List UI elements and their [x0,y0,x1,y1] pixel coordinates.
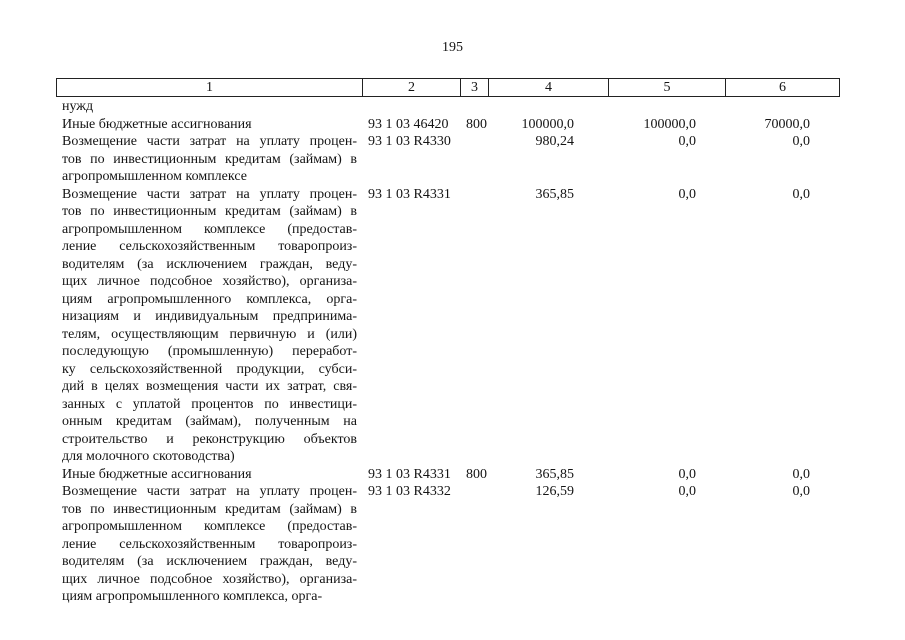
table-body [62,98,842,606]
continuation-text: нужд [62,99,94,114]
description-line: для молочного скотоводства) [62,449,235,464]
table-row [62,186,842,466]
amount-col6: 0,0 [792,466,810,482]
description-line: агропромышленном комплексе [62,169,247,184]
target-article-code: 93 1 03 R4330 [368,134,451,149]
description-line: занных с уплатой процентов по инвестици- [62,396,357,412]
description-line: водителям (за исключением граждан, веду- [62,256,357,272]
description-line: последующую (промышленную) переработ- [62,344,357,359]
description-line: онным кредитам (займам), полученным на [62,414,357,429]
col-header-3: 3 [461,79,489,96]
description-line: агропромышленном комплексе (предостав- [62,519,357,534]
description-line: тов по инвестиционным кредитам (займам) в [62,204,357,219]
description-line: тов по инвестиционным кредитам (займам) в [62,151,357,167]
description-line: Возмещение части затрат на уплату процен- [62,134,357,149]
expense-type-code: 800 [466,466,487,482]
amount-col5: 0,0 [678,484,696,499]
target-article-code: 93 1 03 R4331 [368,186,451,202]
amount-col6: 0,0 [792,134,810,149]
description-line: низациям и индивидуальным предпринима- [62,309,357,324]
description-line: Иные бюджетные ассигнования [62,466,252,482]
amount-col4: 126,59 [535,484,574,499]
amount-col4: 365,85 [535,186,574,202]
description-line: водителям (за исключением граждан, веду- [62,554,357,569]
col-header-4: 4 [489,79,609,96]
table-row [62,466,842,484]
description-line: ку сельскохозяйственной продукции, субси- [62,361,357,377]
row-description [62,483,357,606]
description-line: Возмещение части затрат на уплату процен- [62,186,357,202]
description-line: ление сельскохозяйственным товаропроиз- [62,536,357,552]
row-description [62,466,357,484]
amount-col4: 100000,0 [521,116,574,132]
description-line: дий в целях возмещения части их затрат, свя- [62,379,357,394]
amount-col5: 0,0 [678,134,696,149]
row-description [62,133,357,186]
description-line: Возмещение части затрат на уплату процен- [62,484,357,499]
description-line: щих личное подсобное хозяйство), организа- [62,571,357,587]
row-description [62,116,357,134]
page-number: 195 [442,40,463,55]
col-header-6: 6 [779,80,786,95]
col-header-2: 2 [363,79,461,96]
amount-col4: 365,85 [535,466,574,482]
target-article-code: 93 1 03 R4332 [368,484,451,499]
row-description [62,186,357,466]
table-row [62,133,842,186]
amount-col5: 0,0 [678,186,696,202]
table-row [62,483,842,606]
description-line: щих личное подсобное хозяйство), организа- [62,274,357,289]
expense-type-code: 800 [466,116,487,132]
amount-col5: 0,0 [678,466,696,482]
description-line: циям агропромышленного комплекса, орга- [62,589,323,604]
description-line: агропромышленном комплексе (предостав- [62,221,357,237]
table-row [62,116,842,134]
description-line: циям агропромышленного комплекса, орга- [62,291,357,307]
target-article-code: 93 1 03 46420 [368,116,449,132]
description-line: Иные бюджетные ассигнования [62,116,252,132]
amount-col6: 70000,0 [764,116,810,132]
amount-col6: 0,0 [792,484,810,499]
col-header-1: 1 [57,79,363,96]
description-line: строительство и реконструкцию объектов [62,431,357,447]
target-article-code: 93 1 03 R4331 [368,466,451,482]
description-line: ление сельскохозяйственным товаропроиз- [62,239,357,254]
amount-col6: 0,0 [792,186,810,202]
col-header-5: 5 [609,79,726,96]
amount-col5: 100000,0 [643,116,696,132]
amount-col4: 980,24 [535,134,574,149]
description-line: тов по инвестиционным кредитам (займам) в [62,501,357,517]
table-header [56,78,840,97]
description-line: телям, осуществляющим первичную и (или) [62,326,357,342]
